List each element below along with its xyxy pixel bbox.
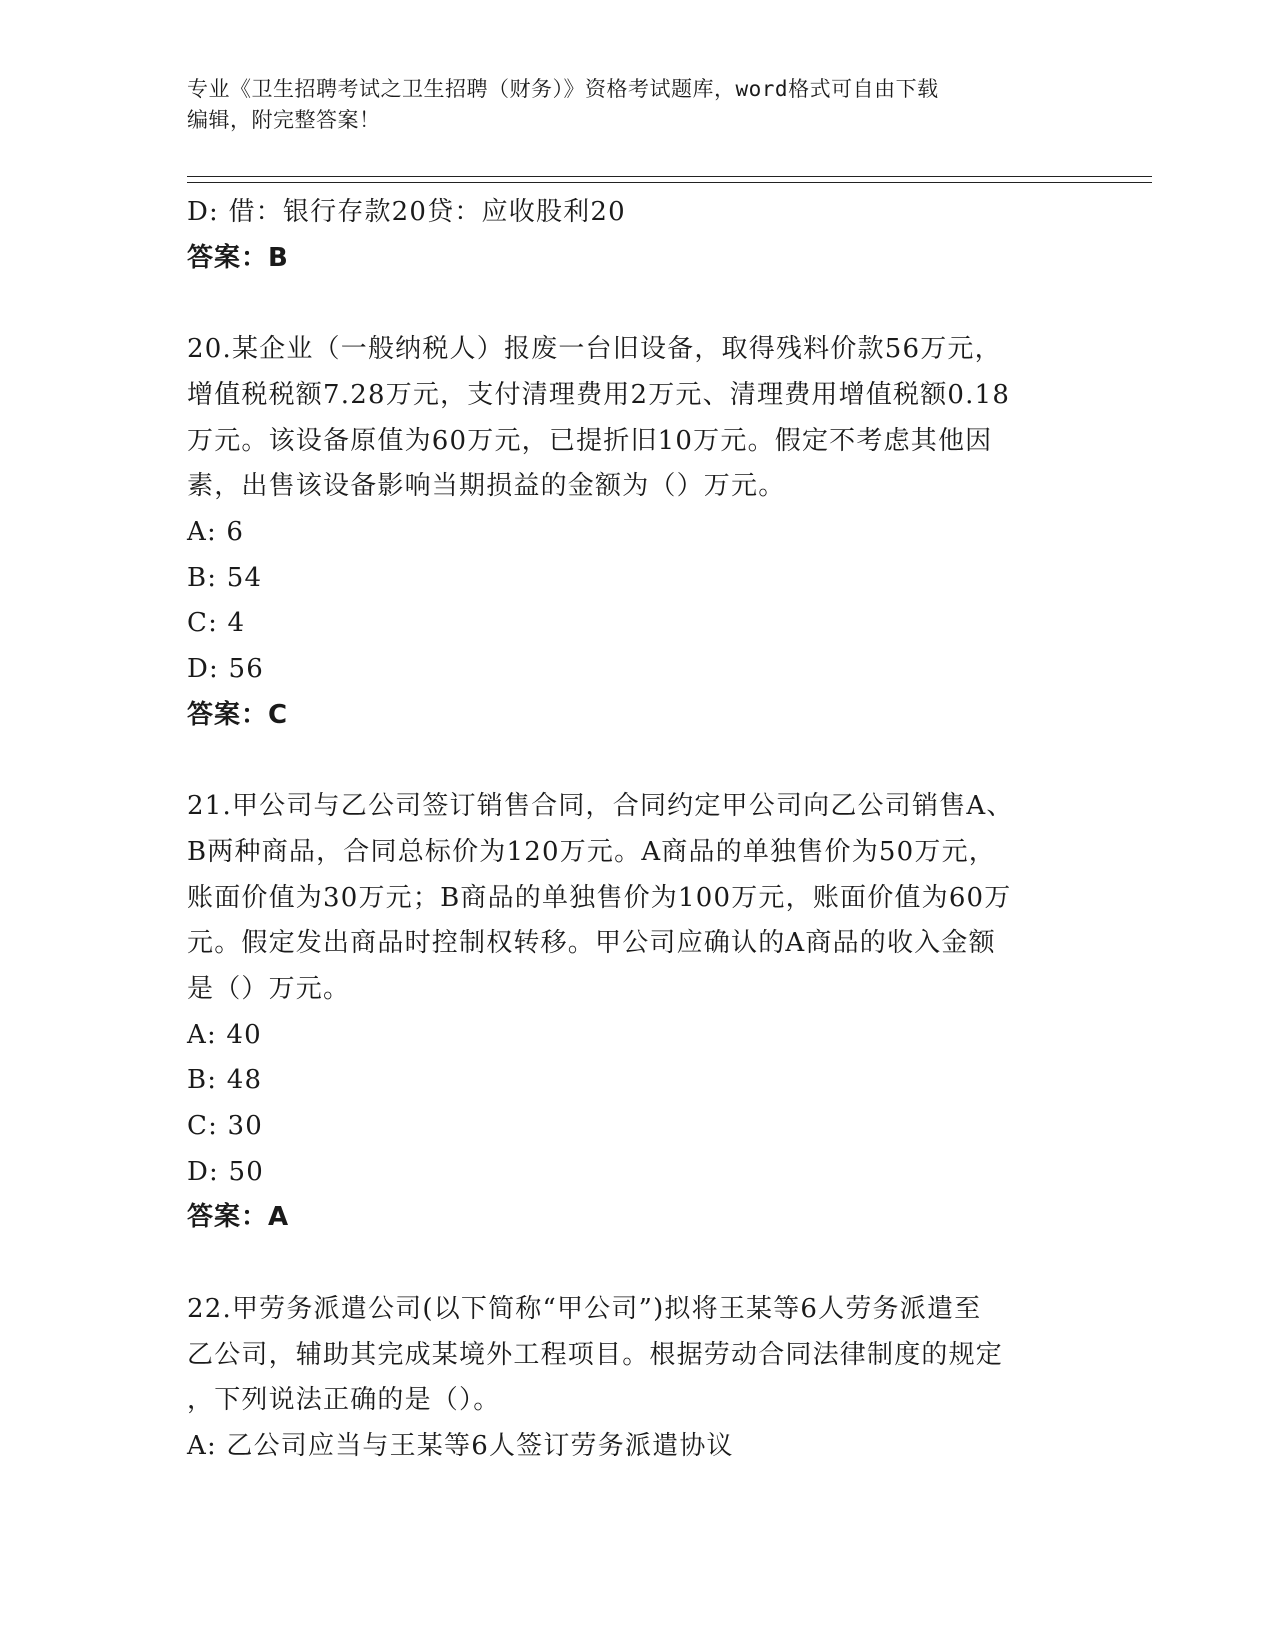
- question-text-line: 20.某企业（一般纳税人）报废一台旧设备，取得残料价款56万元，: [187, 334, 1002, 365]
- option-d: D: 50: [187, 1156, 264, 1187]
- option-c: C: 4: [187, 608, 246, 639]
- question-text-line: 元。假定发出商品时控制权转移。甲公司应确认的A商品的收入金额: [187, 928, 996, 959]
- document-header: [187, 74, 1087, 136]
- spacer: [187, 281, 1087, 327]
- header-line-1: 专业《卫生招聘考试之卫生招聘（财务）》资格考试题库，word格式可自由下载: [187, 77, 939, 101]
- question-text-line: 账面价值为30万元；B商品的单独售价为100万元，账面价值为60万: [187, 882, 1012, 913]
- header-line-2: 编辑，附完整答案！: [187, 108, 381, 132]
- option-a: A: 40: [187, 1019, 262, 1050]
- option-d: D: 56: [187, 654, 264, 685]
- question-20: [187, 327, 1087, 738]
- option-a: A: 乙公司应当与王某等6人签订劳务派遣协议: [187, 1430, 734, 1461]
- header-divider-top: [187, 176, 1152, 177]
- question-content: [187, 190, 1087, 1470]
- question-text-line: 22.甲劳务派遣公司(以下简称“甲公司”)拟将王某等6人劳务派遣至: [187, 1293, 982, 1324]
- prev-option-d: D: 借：银行存款20贷：应收股利20: [187, 197, 626, 227]
- question-text-line: B两种商品，合同总标价为120万元。A商品的单独售价为50万元，: [187, 836, 996, 867]
- option-b: B: 54: [187, 562, 263, 593]
- question-text-line: ，下列说法正确的是（）。: [187, 1385, 501, 1416]
- answer: 答案：C: [187, 699, 289, 730]
- answer: 答案：A: [187, 1202, 290, 1233]
- option-a: A: 6: [187, 516, 245, 547]
- question-text-line: 乙公司，辅助其完成某境外工程项目。根据劳动合同法律制度的规定: [187, 1339, 1004, 1370]
- question-22: [187, 1287, 1087, 1470]
- spacer: [187, 1241, 1087, 1287]
- question-text-line: 万元。该设备原值为60万元，已提折旧10万元。假定不考虑其他因: [187, 425, 993, 456]
- question-21: [187, 784, 1087, 1241]
- option-c: C: 30: [187, 1111, 264, 1142]
- spacer: [187, 738, 1087, 784]
- question-text-line: 21.甲公司与乙公司签订销售合同，合同约定甲公司向乙公司销售A、: [187, 791, 1014, 822]
- header-divider-bottom: [187, 182, 1152, 183]
- question-text-line: 是（）万元。: [187, 973, 351, 1004]
- question-text-line: 素，出售该设备影响当期损益的金额为（）万元。: [187, 471, 786, 502]
- option-b: B: 48: [187, 1065, 263, 1096]
- question-text-line: 增值税税额7.28万元，支付清理费用2万元、清理费用增值税额0.18: [187, 379, 1011, 410]
- prev-answer: 答案：B: [187, 242, 289, 273]
